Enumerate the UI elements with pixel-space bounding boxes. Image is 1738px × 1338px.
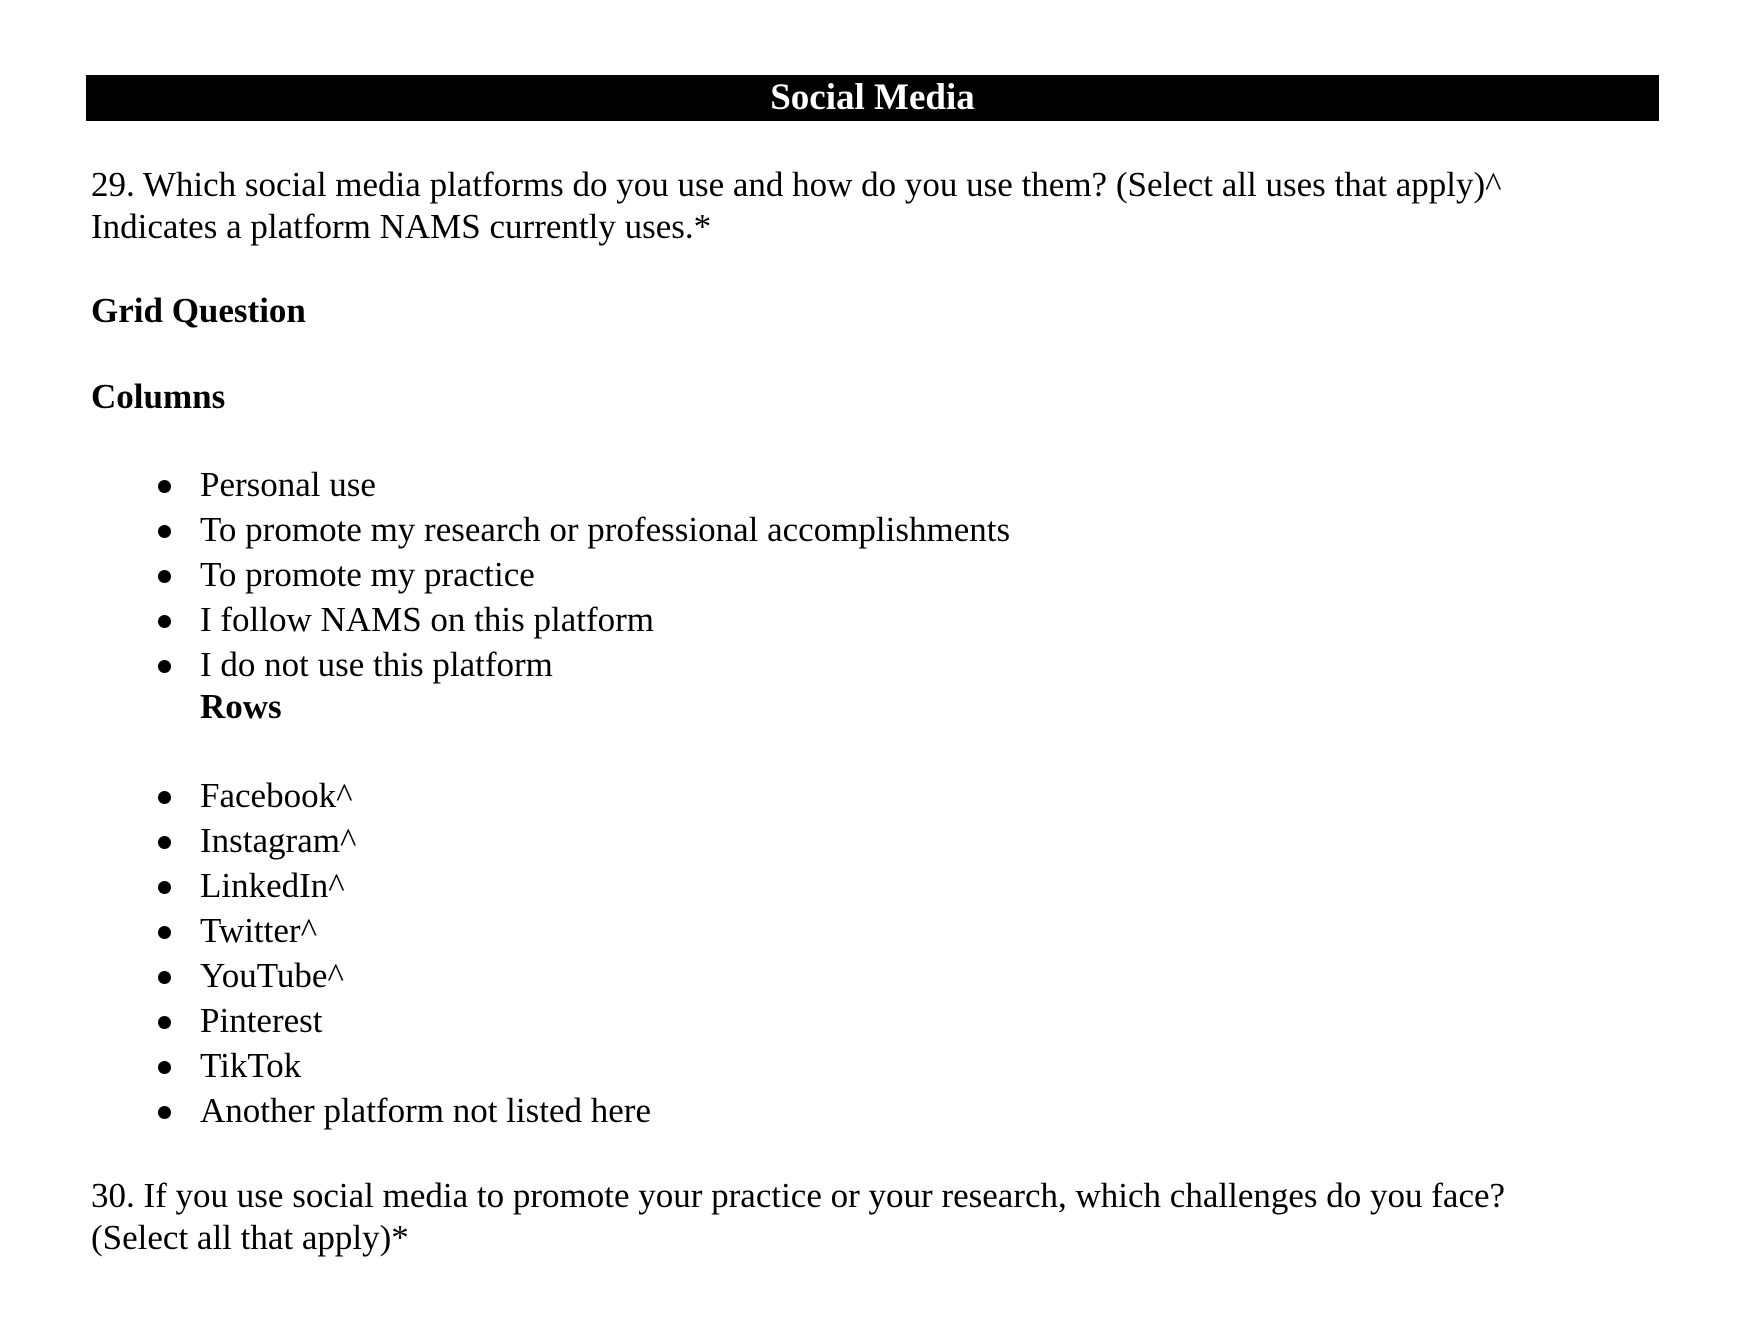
column-item — [0, 552, 1010, 597]
rows-heading: Rows — [200, 687, 282, 726]
bullet-icon — [158, 1061, 171, 1074]
grid-question-heading: Grid Question — [91, 291, 306, 330]
row-label: Another platform not listed here — [200, 1091, 651, 1130]
bullet-icon — [158, 1016, 171, 1029]
column-label: To promote my practice — [200, 555, 535, 594]
question-30-line-1: 30. If you use social media to promote your practice or your research, which challenges do you face? — [91, 1176, 1506, 1215]
bullet-icon — [158, 660, 171, 673]
row-label: Twitter^ — [200, 911, 317, 950]
row-label: Instagram^ — [200, 821, 357, 860]
row-item — [0, 1043, 651, 1088]
rows-list — [0, 773, 651, 1133]
bullet-icon — [158, 615, 171, 628]
column-item — [0, 597, 1010, 642]
columns-heading: Columns — [91, 377, 226, 416]
question-29-line-2: Indicates a platform NAMS currently uses.* — [91, 207, 712, 246]
bullet-icon — [158, 570, 171, 583]
row-item — [0, 863, 651, 908]
row-item — [0, 998, 651, 1043]
row-item — [0, 908, 651, 953]
question-30 — [91, 1175, 1505, 1259]
question-29-line-1: 29. Which social media platforms do you use and how do you use them? (Select all uses that apply)^ — [91, 165, 1502, 204]
row-label: YouTube^ — [200, 956, 344, 995]
bullet-icon — [158, 971, 171, 984]
row-label: Facebook^ — [200, 776, 353, 815]
columns-list — [0, 462, 1010, 687]
row-item — [0, 818, 651, 863]
row-item — [0, 953, 651, 998]
row-label: TikTok — [200, 1046, 302, 1085]
question-30-line-2: (Select all that apply)* — [91, 1218, 409, 1257]
bullet-icon — [158, 1106, 171, 1119]
column-label: To promote my research or professional accomplishments — [200, 510, 1011, 549]
column-label: I do not use this platform — [200, 645, 553, 684]
column-item — [0, 642, 1010, 687]
column-label: I follow NAMS on this platform — [200, 600, 655, 639]
bullet-icon — [158, 926, 171, 939]
row-item — [0, 1088, 651, 1133]
bullet-icon — [158, 525, 171, 538]
section-title: Social Media — [770, 77, 975, 118]
row-label: LinkedIn^ — [200, 866, 345, 905]
column-label: Personal use — [200, 465, 376, 504]
question-29 — [91, 164, 1502, 248]
bullet-icon — [158, 836, 171, 849]
section-header — [86, 75, 1659, 121]
row-item — [0, 773, 651, 818]
column-item — [0, 507, 1010, 552]
bullet-icon — [158, 881, 171, 894]
row-label: Pinterest — [200, 1001, 323, 1040]
bullet-icon — [158, 480, 171, 493]
column-item — [0, 462, 1010, 507]
bullet-icon — [158, 791, 171, 804]
